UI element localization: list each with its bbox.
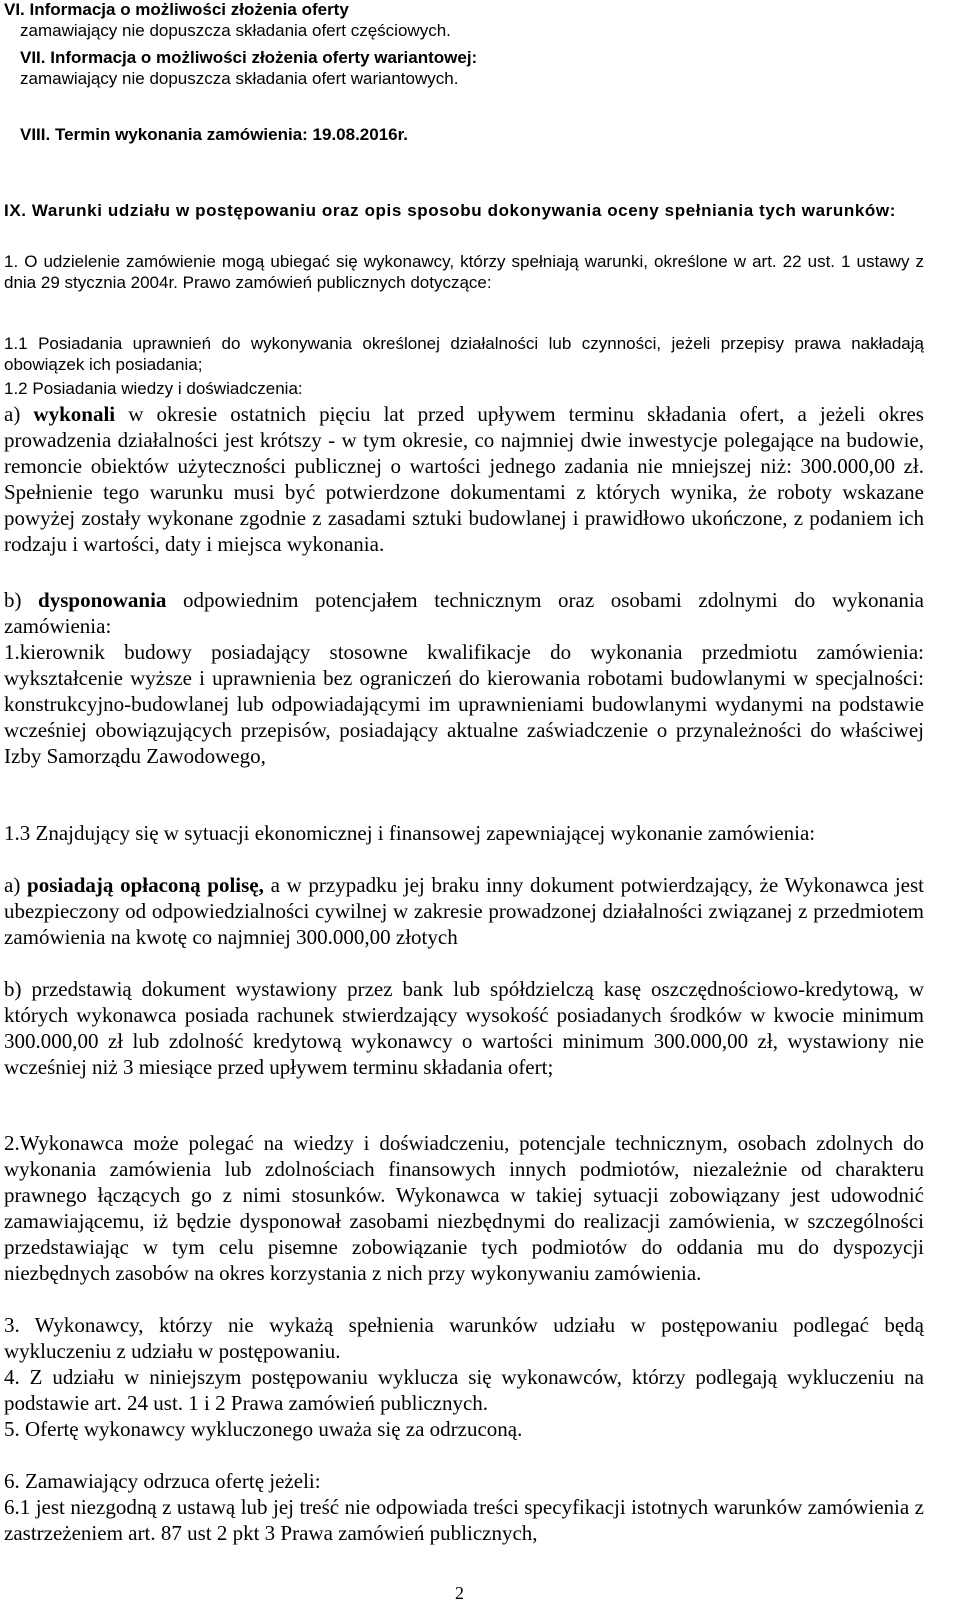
section-vii-heading: VII. Informacja o możliwości złożenia oferty wariantowej:	[20, 48, 478, 67]
page-number: 2	[455, 1583, 464, 1603]
section-vii-text: zamawiający nie dopuszcza składania ofert wariantowych.	[20, 69, 459, 88]
paragraph-2: 2.Wykonawca może polegać na wiedzy i doświadczeniu, potencjale technicznym, osobach zdolnych do wykonania zamówienia lub zdolnościach finansowych innych podmiotów, niezależnie od charakteru prawnego łączących go z nimi stosunków. Wykonawca w takiej sytuacji zobowiązany jest udowodnić zamawiającemu, iż będzie dysponował zasobami niezbędnymi do realizacji zamówienia, w szczególności przedstawiając w tym celu pisemne zobowiązanie tych podmiotów do oddania mu do dyspozycji niezbędnych zasobów na okres korzystania z nich przy wykonywaniu zamówienia.	[4, 1131, 924, 1285]
section-vi	[4, 0, 924, 41]
financial-condition-b: b) przedstawią dokument wystawiony przez bank lub spółdzielczą kasę oszczędnościowo-kredytową, w których wykonawca posiada rachunek stwierdzający wysokość posiadanych środków w kwocie minimum 300.000,00 zł lub zdolność kredytową wykonawcy o wartości minimum 300.000,00 zł, wystawiony nie wcześniej niż 3 miesiące przed upływem terminu składania ofert;	[4, 977, 924, 1079]
condition-a-prefix: a)	[4, 402, 34, 426]
paragraph-5: 5. Ofertę wykonawcy wykluczonego uważa się za odrzuconą.	[4, 1417, 523, 1441]
paragraph-3: 3. Wykonawcy, którzy nie wykażą spełnienia warunków udziału w postępowaniu podlegać będą wykluczeniu z udziału w postępowaniu.	[4, 1313, 924, 1363]
financial-condition-a	[4, 872, 924, 950]
financial-a-prefix: a)	[4, 873, 28, 897]
condition-a-text: w okresie ostatnich pięciu lat przed upływem terminu składania ofert, a jeżeli okres prowadzenia działalności jest krótszy - w tym okresie, co najmniej dwie inwestycje polegające na budowie, remoncie obiektów użyteczności publicznej o wartości jednego zadania nie mniejszej niż: 300.000,00 zł. Spełnienie tego warunku musi być potwierdzone dokumentami z których wynika, że roboty wskazane powyżej zostały wykonane zgodnie z zasadami sztuki budowlanej i prawidłowo ukończone, z podaniem ich rodzaju i wartości, daty i miejsca wykonania.	[4, 402, 924, 556]
condition-b-bold: dysponowania	[38, 588, 167, 612]
condition-b-prefix: b)	[4, 588, 39, 612]
section-ix-item-1: 1. O udzielenie zamówienie mogą ubiegać się wykonawcy, którzy spełniają warunki, określone w art. 22 ust. 1 ustawy z dnia 29 stycznia 2004r. Prawo zamówień publicznych dotyczące:	[4, 252, 924, 292]
condition-b-text: odpowiednim potencjałem technicznym oraz osobami zdolnymi do wykonania zamówienia:	[4, 588, 924, 638]
section-ix-heading: IX. Warunki udziału w postępowaniu oraz opis sposobu dokonywania oceny spełniania tych warunków:	[4, 201, 896, 220]
condition-b	[4, 587, 924, 639]
condition-a	[4, 401, 924, 557]
financial-a-text: a w przypadku jej braku inny dokument potwierdzający, że Wykonawca jest ubezpieczony od odpowiedzialności cywilnej w zakresie prowadzonej działalności związanej z przedmiotem zamówienia na kwotę co najmniej 300.000,00 złotych	[4, 873, 924, 949]
section-ix-item-1-2: 1.2 Posiadania wiedzy i doświadczenia:	[4, 379, 303, 398]
section-viii-heading: VIII. Termin wykonania zamówienia: 19.08.2016r.	[20, 125, 409, 144]
paragraph-4: 4. Z udziału w niniejszym postępowaniu wyklucza się wykonawców, którzy podlegają wykluczeniu na podstawie art. 24 ust. 1 i 2 Prawa zamówień publicznych.	[4, 1365, 924, 1415]
condition-a-bold: wykonali	[33, 402, 116, 426]
paragraph-6: 6. Zamawiający odrzuca ofertę jeżeli:	[4, 1469, 321, 1493]
section-vii	[4, 47, 924, 89]
paragraph-6-1: 6.1 jest niezgodną z ustawą lub jej treść nie odpowiada treści specyfikacji istotnych warunków zamówienia z zastrzeżeniem art. 87 ust 2 pkt 3 Prawa zamówień publicznych,	[4, 1495, 924, 1545]
financial-a-bold: posiadają opłaconą polisę,	[27, 873, 264, 897]
section-vi-text: zamawiający nie dopuszcza składania ofert częściowych.	[20, 21, 451, 40]
section-vi-heading: VI. Informacja o możliwości złożenia oferty	[4, 0, 349, 19]
section-ix-item-1-1: 1.1 Posiadania uprawnień do wykonywania określonej działalności lub czynności, jeżeli przepisy prawa nakładają obowiązek ich posiadania;	[4, 334, 924, 374]
section-ix-item-1-3: 1.3 Znajdujący się w sytuacji ekonomicznej i finansowej zapewniającej wykonanie zamówienia:	[4, 821, 816, 845]
site-manager-requirement: 1.kierownik budowy posiadający stosowne kwalifikacje do wykonania przedmiotu zamówienia: wykształcenie wyższe i uprawnienia bez ograniczeń do kierowania robotami budowlanymi w specjalności: konstrukcyjno-budowlanej lub odpowiadającymi im uprawnieniami budowlanymi wydanymi na podstawie wcześniej obowiązujących przepisów, posiadający aktualne zaświadczenie o przynależności do właściwej Izby Samorządu Zawodowego,	[4, 640, 924, 768]
